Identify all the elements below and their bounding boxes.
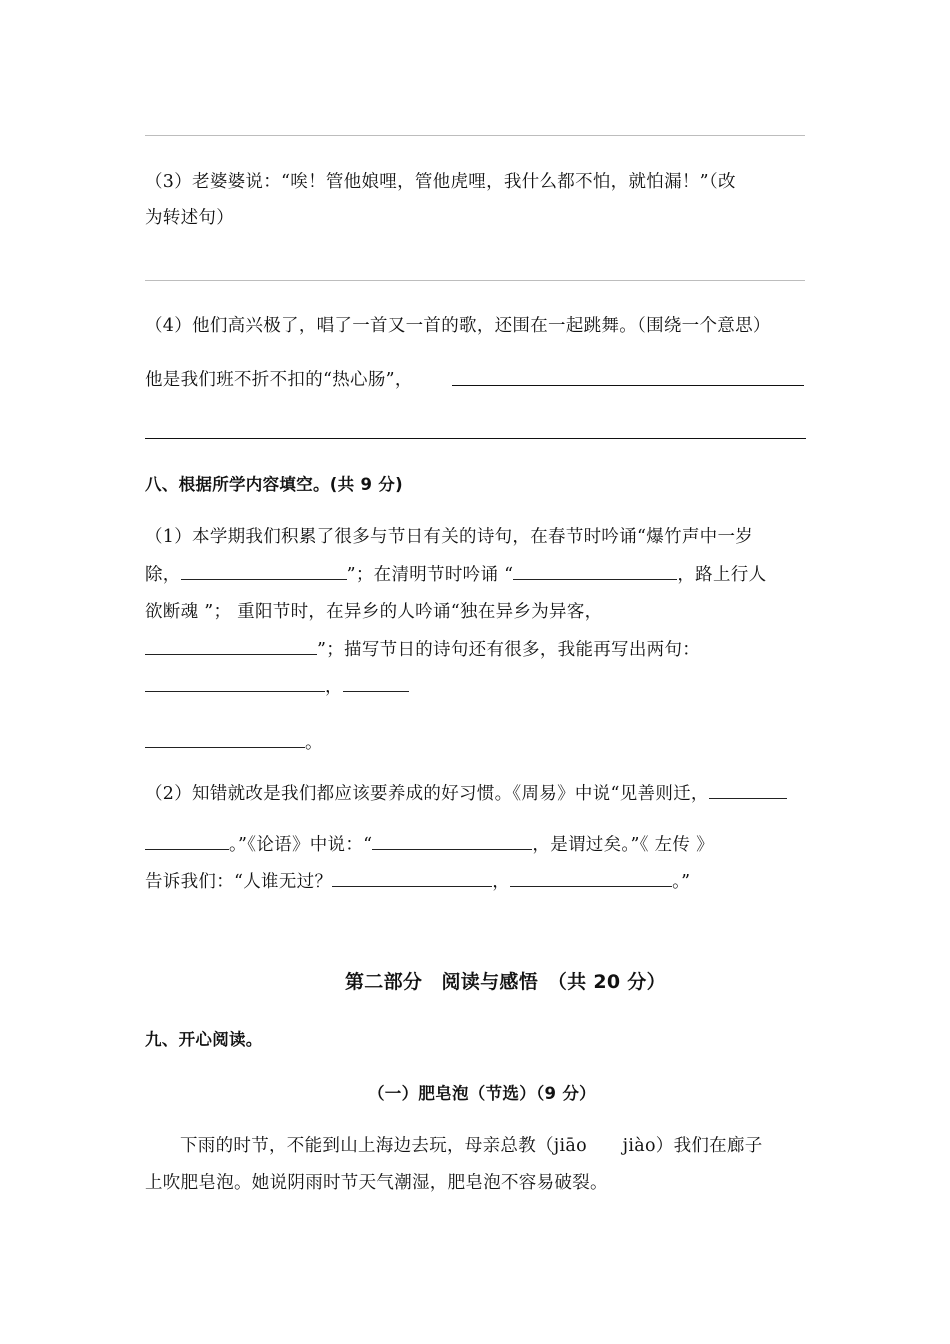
text: 告诉我们：“人谁无过？ [145, 872, 333, 892]
fill-blank[interactable] [145, 834, 229, 850]
q8-p2-line2 [145, 834, 714, 856]
answer-line [145, 135, 805, 136]
q8-p1-line1: （1）本学期我们积累了很多与节日有关的诗句，在春节时吟诵“爆竹声中一岁 [145, 527, 754, 547]
fill-blank[interactable] [510, 871, 672, 887]
fill-blank[interactable] [145, 732, 305, 748]
fill-blank[interactable] [145, 639, 317, 655]
q8-p1-line4 [145, 639, 700, 661]
text: （2）知错就改是我们都应该要养成的好习惯。《周易》中说“见善则迁， [145, 784, 709, 804]
passage-body-line1: 下雨的时节，不能到山上海边去玩，母亲总教（jiāo jiào）我们在廊子 [180, 1136, 763, 1156]
q8-p1-line3: 欲断魂 ”； 重阳节时，在异乡的人吟诵“独在异乡为异客， [145, 602, 603, 622]
text: ，路上行人 [677, 565, 767, 585]
passage-title: （一）肥皂泡（节选）（9 分） [368, 1084, 596, 1103]
text: ”；在清明节时吟诵 “ [346, 565, 514, 585]
section-8-heading: 八、根据所学内容填空。(共 9 分) [145, 475, 403, 494]
q8-p1-line6 [145, 732, 323, 754]
answer-line [145, 280, 805, 281]
q8-p1-line5 [145, 676, 409, 698]
text: 。”《论语》中说：“ [229, 835, 373, 855]
answer-line [145, 438, 806, 439]
text: ， [325, 677, 343, 697]
section-9-heading: 九、开心阅读。 [145, 1030, 263, 1049]
answer-line [452, 385, 804, 386]
fill-blank[interactable] [332, 871, 492, 887]
fill-blank[interactable] [145, 676, 325, 692]
fill-blank[interactable] [513, 564, 677, 580]
text: 。” [672, 872, 691, 892]
fill-blank[interactable] [709, 783, 787, 799]
q7-item3-line2: 为转述句） [145, 208, 234, 228]
text: ，是谓过矣。”《 左传 》 [532, 835, 714, 855]
text: ， [492, 872, 511, 892]
text: 。 [305, 733, 323, 753]
text: 除， [145, 565, 181, 585]
q8-p1-line2 [145, 564, 766, 586]
passage-body-line2: 上吹肥皂泡。她说阴雨时节天气潮湿，肥皂泡不容易破裂。 [145, 1173, 608, 1193]
fill-blank[interactable] [372, 834, 532, 850]
q7-item4-line2: 他是我们班不折不扣的“热心肠”， [145, 370, 413, 390]
part-2-heading: 第二部分 阅读与感悟 （共 20 分） [345, 971, 666, 993]
fill-blank[interactable] [181, 564, 347, 580]
q8-p2-line3 [145, 871, 690, 893]
q8-p2-line1 [145, 783, 787, 805]
q7-item3-line1: （3）老婆婆说：“唉！管他娘哩，管他虎哩，我什么都不怕，就怕漏！”（改 [145, 172, 736, 192]
text: ”；描写节日的诗句还有很多，我能再写出两句： [317, 640, 701, 660]
fill-blank[interactable] [343, 676, 409, 692]
q7-item4-line1: （4）他们高兴极了，唱了一首又一首的歌，还围在一起跳舞。（围绕一个意思） [145, 316, 771, 336]
